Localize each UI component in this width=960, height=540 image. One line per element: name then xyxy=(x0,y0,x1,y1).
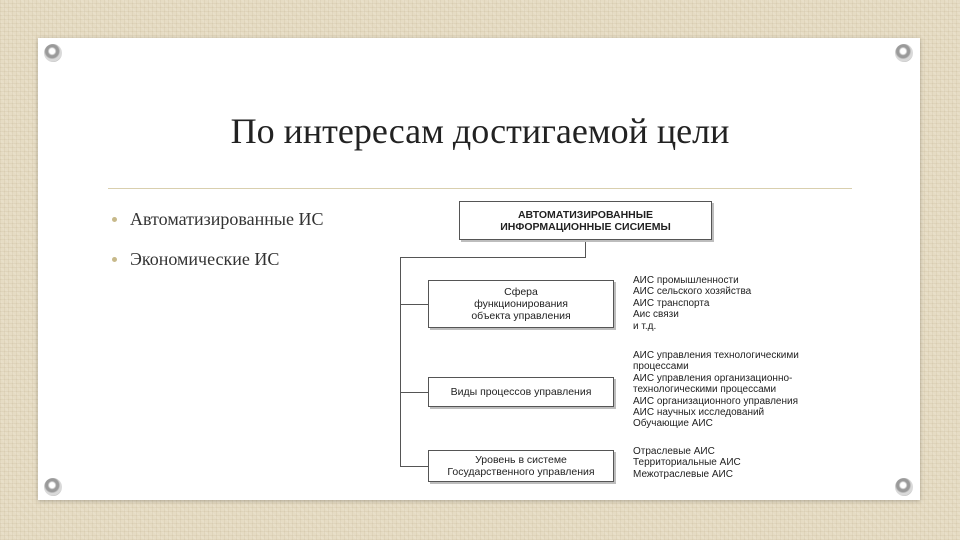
bullet-item xyxy=(112,246,323,286)
list-item: АИС научных исследований xyxy=(633,407,765,419)
list-item: АИС транспорта xyxy=(633,297,710,309)
connector-branch-2 xyxy=(400,392,428,393)
connector-horizontal-top xyxy=(401,257,586,258)
connector-branch-3 xyxy=(400,466,428,467)
category-items-government-level xyxy=(633,446,741,480)
list-item: АИС сельского хозяйства xyxy=(633,286,752,298)
bullet-text: Экономические ИС xyxy=(130,249,280,269)
category-label: Виды процессов управления xyxy=(450,386,592,398)
list-item: АИС управления технологическими xyxy=(633,350,799,361)
category-label: Сфера функционирования объекта управления xyxy=(471,286,571,322)
list-item: Межотраслевые АИС xyxy=(633,468,733,480)
list-item: АИС управления организационно- xyxy=(633,372,793,384)
connector-trunk xyxy=(400,257,401,466)
root-node-label: АВТОМАТИЗИРОВАННЫЕ ИНФОРМАЦИОННЫЕ СИСИЕМЫ xyxy=(500,208,671,233)
list-item: процессами xyxy=(633,361,689,373)
category-node-government-level xyxy=(428,450,614,482)
list-item: и т.д. xyxy=(633,320,657,332)
list-item: Аис связи xyxy=(633,309,679,321)
list-item: Отраслевые АИС xyxy=(633,446,715,457)
connector-root-down xyxy=(585,240,586,258)
connector-branch-1 xyxy=(400,304,428,305)
list-item: Обучающие АИС xyxy=(633,418,713,430)
pushpin-icon xyxy=(895,44,913,62)
root-node xyxy=(459,201,712,240)
list-item: АИС промышленности xyxy=(633,275,739,286)
pushpin-icon xyxy=(44,478,62,496)
pushpin-icon xyxy=(895,478,913,496)
list-item: АИС организационного управления xyxy=(633,395,799,407)
bullet-list xyxy=(112,206,323,286)
bullet-dot-icon xyxy=(112,217,117,222)
pushpin-icon xyxy=(44,44,62,62)
bullet-text: Автоматизированные ИС xyxy=(130,209,324,229)
bullet-item xyxy=(112,206,323,246)
title-divider xyxy=(108,188,852,189)
category-node-processes xyxy=(428,377,614,407)
category-label: Уровень в системе Государственного управления xyxy=(447,454,595,478)
category-items-processes xyxy=(633,350,799,430)
slide-title: По интересам достигаемой цели xyxy=(230,111,730,151)
bullet-dot-icon xyxy=(112,257,117,262)
category-items-sphere xyxy=(633,275,751,332)
list-item: Территориальные АИС xyxy=(633,457,741,469)
category-node-sphere xyxy=(428,280,614,328)
list-item: технологическими процессами xyxy=(633,384,777,396)
